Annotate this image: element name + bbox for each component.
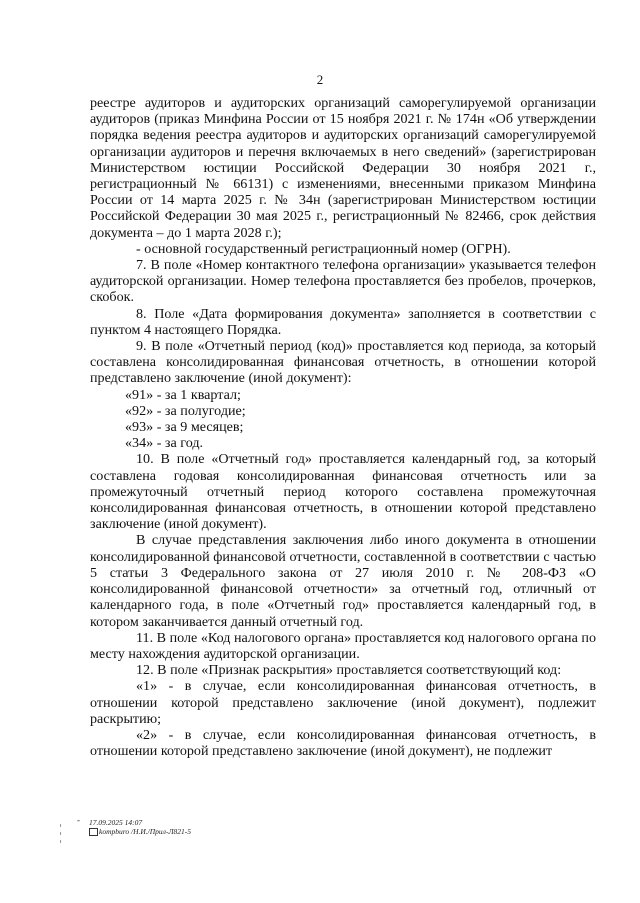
page-number: 2 [316,72,324,87]
margin-dash-mark: - [77,815,80,825]
footer-stamp [89,818,191,836]
footer-date: 17.09.2025 14:07 [89,818,143,827]
document-body [90,95,596,759]
footer-path-line [89,827,191,836]
paragraph-ogrn: - основной государственный регистрационный номер (ОГРН). [136,240,511,257]
paragraph-11-tax-code: 11. В поле «Код налогового органа» проставляется код налогового органа по месту нахождения аудиторской организации. [90,629,596,662]
disclosure-code-2: «2» - в случае, если консолидированная финансовая отчетность, в отношении которой представлено заключение (иной документ), не подлежит [90,726,596,760]
scan-tick-mark [60,824,61,827]
period-code-34: «34» - за год. [125,435,204,452]
paragraph-10-year: 10. В поле «Отчетный год» проставляется календарный год, за который составлена годовая консолидированная финансовая отчетность или за промежуточный отчетный период которого составлена промежуточная консолидированная финансовая отчетность, в отношении которой представлено заключение (иной документ). [90,451,596,533]
period-code-91: «91» - за 1 квартал; [125,386,241,403]
period-code-92: «92» - за полугодие; [125,402,246,419]
paragraph-12-disclosure: 12. В поле «Признак раскрытия» проставляется соответствующий код: [136,662,562,679]
scan-tick-mark [60,832,61,835]
paragraph-registry-continuation: реестре аудиторов и аудиторских организаций саморегулируемой организации аудиторов (приказ Минфина России от 15 ноября 2021 г. № 174н «Об утверждении порядка ведения реестра аудиторов и аудиторских организаций саморегулируемой организации аудиторов и перечня включаемых в него сведений» (зарегистрирован Министерством юстиции Российской Федерации 30 ноября 2021 г., регистрационный № 66131) с изменениями, внесенными приказом Минфина России от 14 марта 2025 г. № 34н (зарегистрирован Министерством юстиции Российской Федерации 30 мая 2025 г., регистрационный № 82466, срок действия документа – до 1 марта 2028 г.); [90,95,596,241]
paragraph-non-calendar-year: В случае представления заключения либо иного документа в отношении консолидированной финансовой отчетности, составленной в соответствии с частью 5 статьи 3 Федерального закона от 27 июля 2010 г. № 208-ФЗ «О консолидированной финансовой отчетности» за отчетный год, отличный от календарного года, в поле «Отчетный год» проставляется календарный год, в котором заканчивается данный отчетный год. [90,532,596,630]
disclosure-code-1: «1» - в случае, если консолидированная финансовая отчетность, в отношении которой представлено заключение (иной документ), подлежит раскрытию; [90,678,596,727]
paragraph-8-date: 8. Поле «Дата формирования документа» заполняется в соответствии с пунктом 4 настоящего Порядка. [90,305,596,338]
footer-path: kompburo /Н.И./Прил-Л821-5 [99,827,192,836]
period-code-93: «93» - за 9 месяцев; [125,419,244,436]
paragraph-7-phone: 7. В поле «Номер контактного телефона организации» указывается телефон аудиторской организации. Номер телефона проставляется без пробелов, прочерков, скобок. [90,257,596,306]
file-icon [89,828,98,836]
scan-tick-mark [60,840,61,843]
paragraph-9-period: 9. В поле «Отчетный период (код)» проставляется код периода, за который составлена консолидированная финансовая отчетность, в отношении которой представлено заключение (иной документ): [90,338,596,387]
